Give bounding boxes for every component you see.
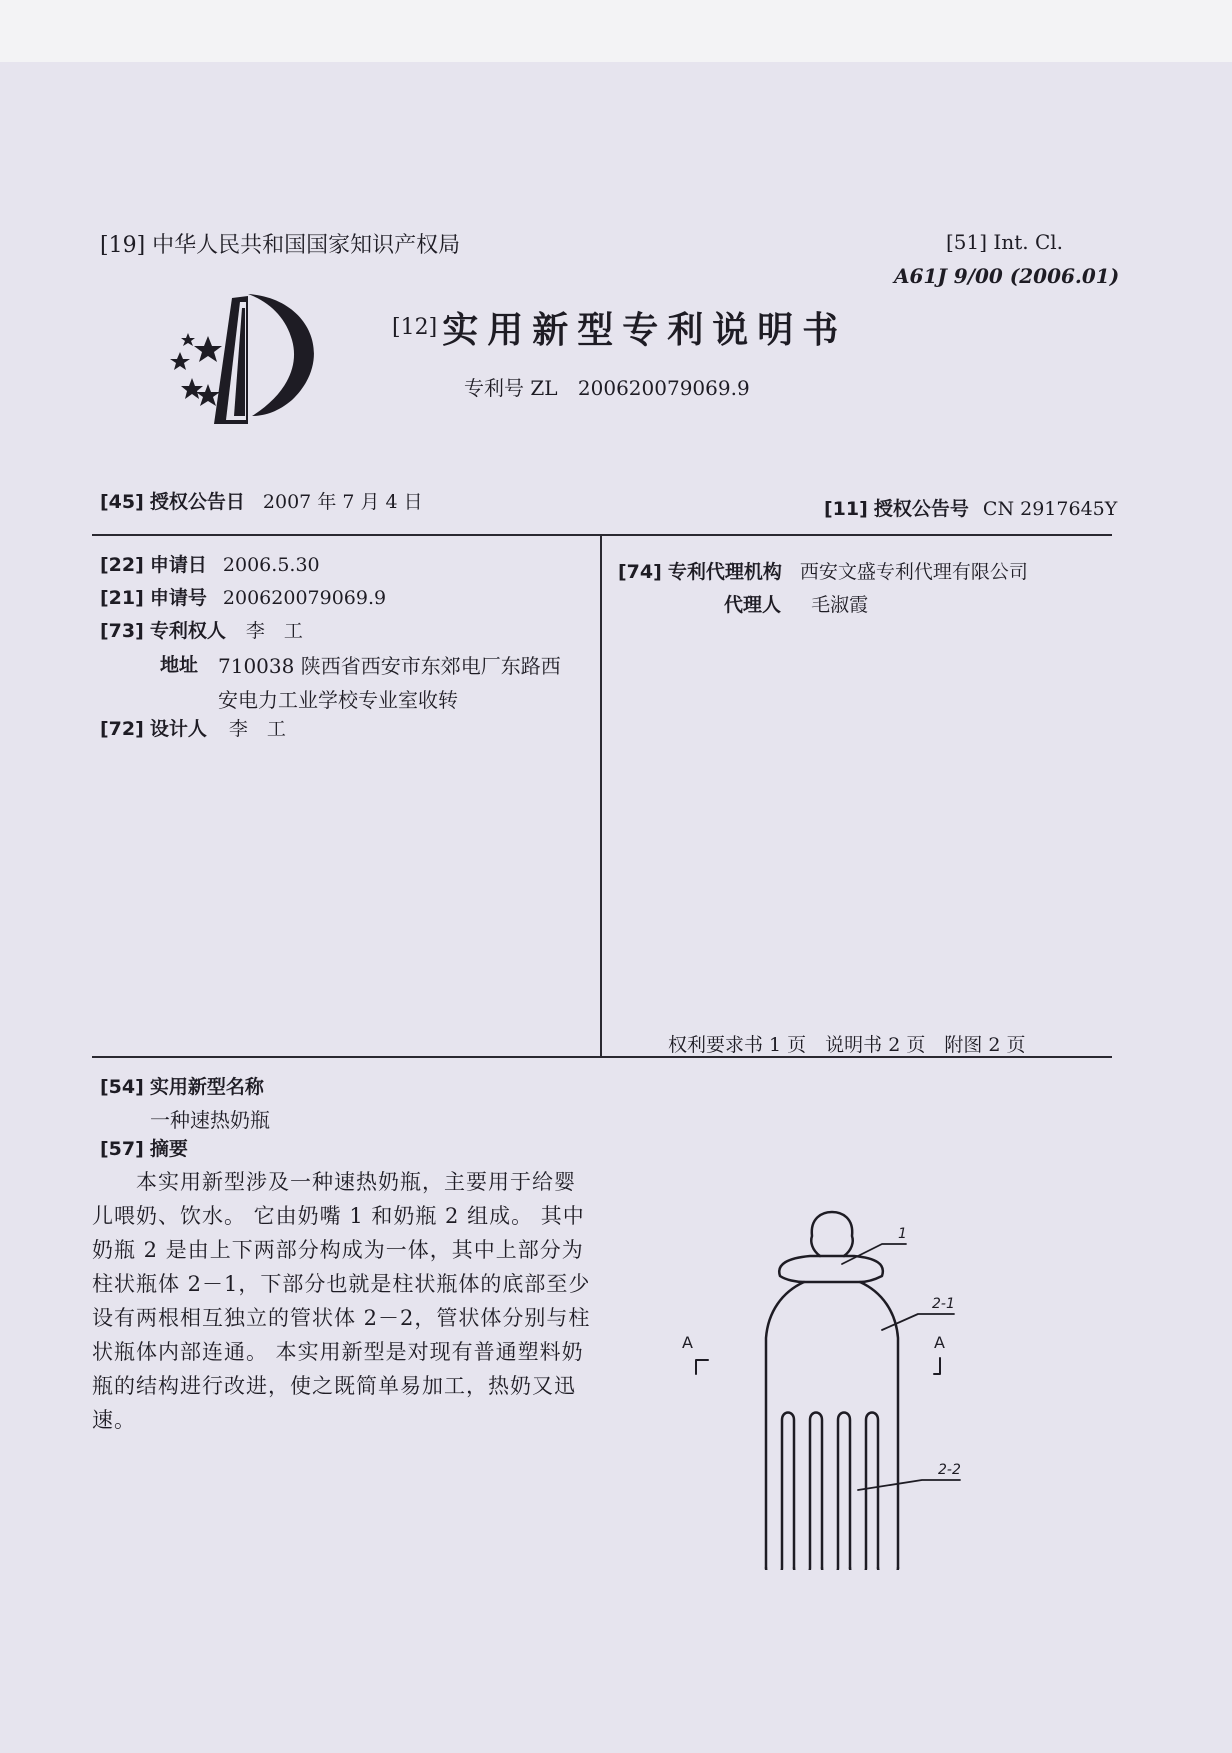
application-number-code: [21] bbox=[100, 587, 144, 609]
office-code: [19] bbox=[100, 233, 146, 258]
bottom-rule bbox=[92, 1056, 1112, 1058]
abstract-line: 状瓶体内部连通。 本实用新型是对现有普通塑料奶 bbox=[92, 1340, 584, 1364]
label-2-2: 2-2 bbox=[938, 1462, 961, 1478]
grant-date-line bbox=[100, 487, 423, 514]
patentee-name: 李 工 bbox=[245, 620, 303, 642]
grant-number-code: [11] bbox=[824, 498, 868, 520]
tube-3 bbox=[822, 1413, 850, 1571]
abstract-line: 瓶的结构进行改进，使之既简单易加工，热奶又迅 bbox=[92, 1374, 576, 1398]
patent-number: 200620079069.9 bbox=[577, 376, 750, 400]
address-line-1: 710038 陕西省西安市东郊电厂东路西 bbox=[218, 654, 561, 678]
grant-number: CN 2917645Y bbox=[982, 498, 1118, 520]
intcl-line bbox=[946, 230, 1063, 254]
filing-date-line bbox=[100, 550, 320, 577]
agency-label: 专利代理机构 bbox=[667, 561, 782, 583]
agent-name: 毛淑霞 bbox=[811, 594, 869, 616]
abstract-line: 本实用新型涉及一种速热奶瓶，主要用于给婴 bbox=[92, 1170, 576, 1194]
section-label-left: A bbox=[682, 1333, 693, 1352]
column-divider bbox=[600, 536, 602, 1056]
application-number-label: 申请号 bbox=[149, 587, 207, 609]
intcl-value: A61J 9/00 (2006.01) bbox=[894, 264, 1120, 288]
tube-5 bbox=[878, 1568, 898, 1570]
tube-1 bbox=[766, 1413, 794, 1571]
filing-date-code: [22] bbox=[100, 554, 144, 576]
filing-date: 2006.5.30 bbox=[222, 554, 320, 576]
designer-code: [72] bbox=[100, 718, 144, 740]
title-heading-line bbox=[100, 1072, 264, 1099]
abstract-heading-line bbox=[100, 1134, 188, 1161]
doc-type-line bbox=[392, 302, 847, 353]
address-label: 地址 bbox=[160, 654, 199, 676]
nipple-outline bbox=[811, 1212, 852, 1256]
designer-line bbox=[100, 714, 286, 741]
abstract-line: 柱状瓶体 2－1，下部分也就是柱状瓶体的底部至少 bbox=[92, 1272, 591, 1296]
label-2-1: 2-1 bbox=[932, 1296, 955, 1312]
grant-number-label: 授权公告号 bbox=[873, 498, 969, 520]
abstract-label: 摘要 bbox=[149, 1138, 188, 1160]
patentee-label: 专利权人 bbox=[149, 620, 226, 642]
patentee-code: [73] bbox=[100, 620, 144, 642]
bottle-figure bbox=[670, 1200, 1010, 1570]
bottle-collar bbox=[779, 1256, 883, 1282]
grant-number-line bbox=[824, 494, 1117, 521]
agency-code: [74] bbox=[618, 561, 662, 583]
abstract-line: 速。 bbox=[92, 1408, 136, 1432]
intcl-label: Int. Cl. bbox=[993, 230, 1064, 254]
address-line-2: 安电力工业学校专业室收转 bbox=[218, 688, 458, 712]
title-label: 实用新型名称 bbox=[149, 1076, 264, 1098]
agent-line bbox=[724, 590, 868, 617]
office-name: 中华人民共和国国家知识产权局 bbox=[152, 233, 461, 258]
grant-date-label: 授权公告日 bbox=[149, 491, 245, 513]
page-counts: 权利要求书 1 页 说明书 2 页 附图 2 页 bbox=[668, 1034, 1026, 1056]
section-mark-left bbox=[696, 1360, 708, 1374]
agent-label: 代理人 bbox=[724, 594, 782, 616]
office-line bbox=[100, 228, 460, 259]
abstract-line: 设有两根相互独立的管状体 2－2，管状体分别与柱 bbox=[92, 1306, 591, 1330]
patentee-line bbox=[100, 616, 303, 643]
designer-label: 设计人 bbox=[149, 718, 207, 740]
abstract-code: [57] bbox=[100, 1138, 144, 1160]
abstract-line: 奶瓶 2 是由上下两部分构成为一体，其中上部分为 bbox=[92, 1238, 584, 1262]
doc-type-code: [12] bbox=[392, 315, 438, 340]
grant-date-code: [45] bbox=[100, 491, 144, 513]
patent-number-line bbox=[464, 372, 750, 401]
scan-top-margin bbox=[0, 0, 1232, 62]
tube-4 bbox=[850, 1413, 878, 1571]
utility-model-title: 一种速热奶瓶 bbox=[150, 1108, 270, 1132]
intcl-code: [51] bbox=[946, 230, 988, 254]
application-number: 200620079069.9 bbox=[222, 587, 387, 609]
patent-number-label: 专利号 ZL bbox=[464, 376, 558, 400]
label-1: 1 bbox=[898, 1226, 907, 1242]
leader-2-2 bbox=[858, 1480, 960, 1490]
agency-name: 西安文盛专利代理有限公司 bbox=[799, 561, 1028, 583]
top-rule bbox=[92, 534, 1112, 536]
section-label-right: A bbox=[934, 1333, 945, 1352]
section-mark-right bbox=[934, 1358, 940, 1374]
title-code: [54] bbox=[100, 1076, 144, 1098]
tube-2 bbox=[794, 1413, 822, 1571]
agency-line bbox=[618, 557, 1028, 584]
abstract-line: 儿喂奶、饮水。 它由奶嘴 1 和奶瓶 2 组成。 其中 bbox=[92, 1204, 585, 1228]
filing-date-label: 申请日 bbox=[149, 554, 207, 576]
doc-type-title: 实用新型专利说明书 bbox=[442, 309, 848, 351]
application-number-line bbox=[100, 583, 386, 610]
designer-name: 李 工 bbox=[228, 718, 286, 740]
sipo-emblem-logo bbox=[160, 288, 340, 430]
grant-date: 2007 年 7 月 4 日 bbox=[262, 491, 423, 513]
